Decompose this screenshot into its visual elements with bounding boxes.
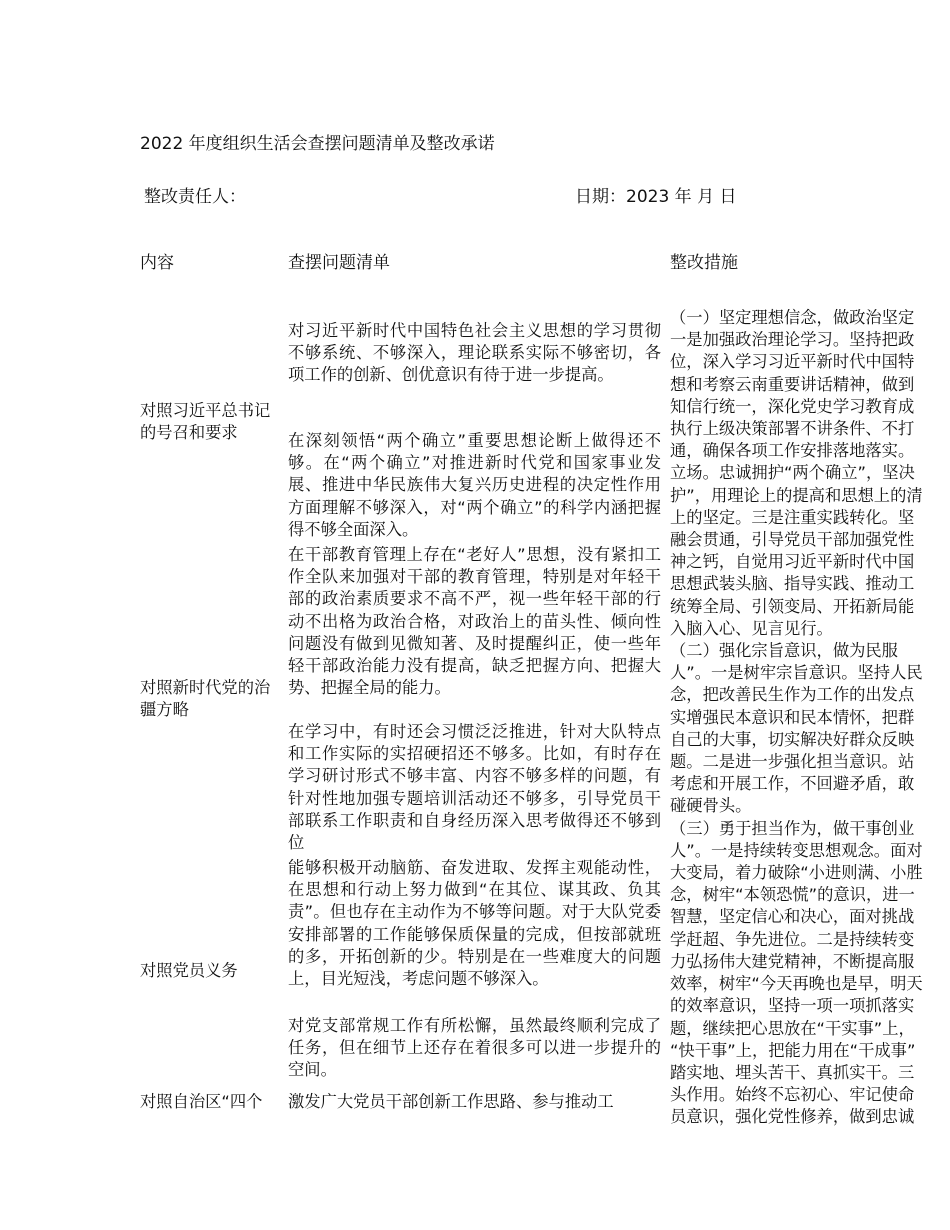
measure-line: 头作用。始终不忘初心、牢记使命 (670, 1085, 915, 1105)
measure-line: 统筹全局、引领变局、开拓新局能 (670, 596, 915, 616)
measure-line: （二）强化宗旨意识，做为民服 (670, 641, 898, 661)
measure-line: 护”，用理论上的提高和思想上的清 (670, 485, 923, 505)
header-problems: 查摆问题清单 (288, 253, 390, 273)
measure-line: 踏实地、埋头苦干、真抓实干。三 (670, 1062, 915, 1082)
measure-line: 自己的大事，切实解决好群众反映 (670, 729, 915, 749)
measure-line: 效率，树牢“今天再晚也是早，明天 (670, 974, 923, 994)
header-measures: 整改措施 (670, 253, 738, 273)
measure-line: 考虑和开展工作，不回避矛盾，敢 (670, 774, 915, 794)
measure-line: 大变局，着力破除“小进则满、小胜 (670, 863, 923, 883)
measure-line: 知信行统一，深化党史学习教育成 (670, 396, 915, 416)
measure-line: 上的坚定。三是注重实践转化。坚 (670, 507, 915, 527)
measure-line: 通，确保各项工作安排落地落实。 (670, 441, 915, 461)
row-label-autonomous-region: 对照自治区“四个 (140, 1092, 263, 1111)
measure-line: 立场。忠诚拥护“两个确立”，坚决 (670, 463, 915, 483)
measure-line: （三）勇于担当作为，做干事创业 (670, 818, 915, 838)
problem-item: 激发广大党员干部创新工作思路、参与推动工 (288, 1092, 614, 1111)
measures-column (670, 307, 950, 1129)
measure-line: 的效率意识，坚持一项一项抓落实 (670, 996, 915, 1016)
responsible-person-label: 整改责任人： (144, 187, 246, 207)
measure-line: “快干事”上，把能力用在“干成事” (670, 1040, 916, 1060)
measure-line: 念，把改善民生作为工作的出发点 (670, 685, 915, 705)
measure-line: 员意识，强化党性修养，做到忠诚 (670, 1107, 915, 1127)
measure-line: 一是加强政治理论学习。坚持把政 (670, 330, 915, 350)
measure-line: 题。二是进一步强化担当意识。站 (670, 752, 915, 772)
measure-line: 念，树牢“本领恐慌”的意识，进一 (670, 885, 915, 905)
measure-line: 想和考察云南重要讲话精神，做到 (670, 374, 915, 394)
problem-item: 能够积极开动脑筋、奋发进取、发挥主观能动性，在思想和行动上努力做到“在其位、谋其政、负其责”。但也存在主动作为不够等问题。对于大队党委安排部署的工作能够保质保量的完成，但按部就班的多，开拓创新的少。特别是在一些难度大的问题上，目光短浅，考虑问题不够深入。 (288, 858, 661, 989)
measure-line: 学赶超、争先进位。二是持续转变 (670, 929, 915, 949)
measure-line: 融会贯通，引导党员干部加强党性 (670, 530, 915, 550)
document-title: 2022 年度组织生活会查摆问题清单及整改承诺 (140, 134, 495, 154)
problem-item: 对党支部常规工作有所松懈，虽然最终顺利完成了任务，但在细节上还存在着很多可以进一步提升的空间。 (288, 1016, 661, 1080)
measure-line: （一）坚定理想信念，做政治坚定 (670, 308, 915, 327)
header-content: 内容 (140, 253, 174, 273)
problem-item: 对习近平新时代中国特色社会主义思想的学习贯彻不够系统、不够深入，理论联系实际不够密切，各项工作的创新、创优意识有待于进一步提高。 (288, 321, 661, 385)
measure-line: 执行上级决策部署不讲条件、不打 (670, 419, 915, 439)
row-label-xi-call: 对照习近平总书记的号召和要求 (140, 401, 271, 443)
measure-line: 入脑入心、见言见行。 (670, 618, 833, 638)
measure-line: 智慧，坚定信心和决心，面对挑战 (670, 907, 915, 927)
measure-line: 人”。一是持续转变思想观念。面对 (670, 840, 923, 860)
date-label: 日期：2023 年 月 日 (575, 187, 737, 207)
problem-item: 在学习中，有时还会习惯泛泛推进，针对大队特点和工作实际的实招硬招还不够多。比如，有时存在学习研讨形式不够丰富、内容不够多样的问题，有针对性地加强专题培训活动还不够多，引导党员干部联系工作职责和自身经历深入思考做得还不够到位 (288, 722, 661, 853)
row-label-party-duty: 对照党员义务 (140, 961, 238, 980)
measure-line: 思想武装头脑、指导实践、推动工 (670, 574, 915, 594)
measure-line: 位，深入学习习近平新时代中国特 (670, 352, 915, 372)
problem-item: 在干部教育管理上存在“老好人”思想，没有紧扣工作全队来加强对干部的教育管理，特别是对年轻干部的政治素质要求不高不严，视一些年轻干部的行动不出格为政治合格，对政治上的苗头性、倾向性问题没有做到见微知著、及时提醒纠正，使一些年轻干部政治能力没有提高，缺乏把握方向、把握大势、把握全局的能力。 (288, 545, 661, 698)
row-label-xinjiang-strategy: 对照新时代党的治疆方略 (140, 678, 271, 720)
measure-line: 神之钙，自觉用习近平新时代中国 (670, 552, 915, 572)
measure-line: 人”。一是树牢宗旨意识。坚持人民 (670, 663, 923, 683)
measure-line: 碰硬骨头。 (670, 796, 752, 816)
measure-line: 力弘扬伟大建党精神，不断提高服 (670, 951, 915, 971)
problem-item: 在深刻领悟“两个确立”重要思想论断上做得还不够。在“两个确立”对推进新时代党和国家事业发展、推进中华民族伟大复兴历史进程的决定性作用方面理解不够深入，对“两个确立”的科学内涵把握得不够全面深入。 (288, 431, 661, 539)
measure-line: 实增强民本意识和民本情怀，把群 (670, 707, 915, 727)
measure-line: 题，继续把心思放在“干实事”上， (670, 1018, 915, 1038)
